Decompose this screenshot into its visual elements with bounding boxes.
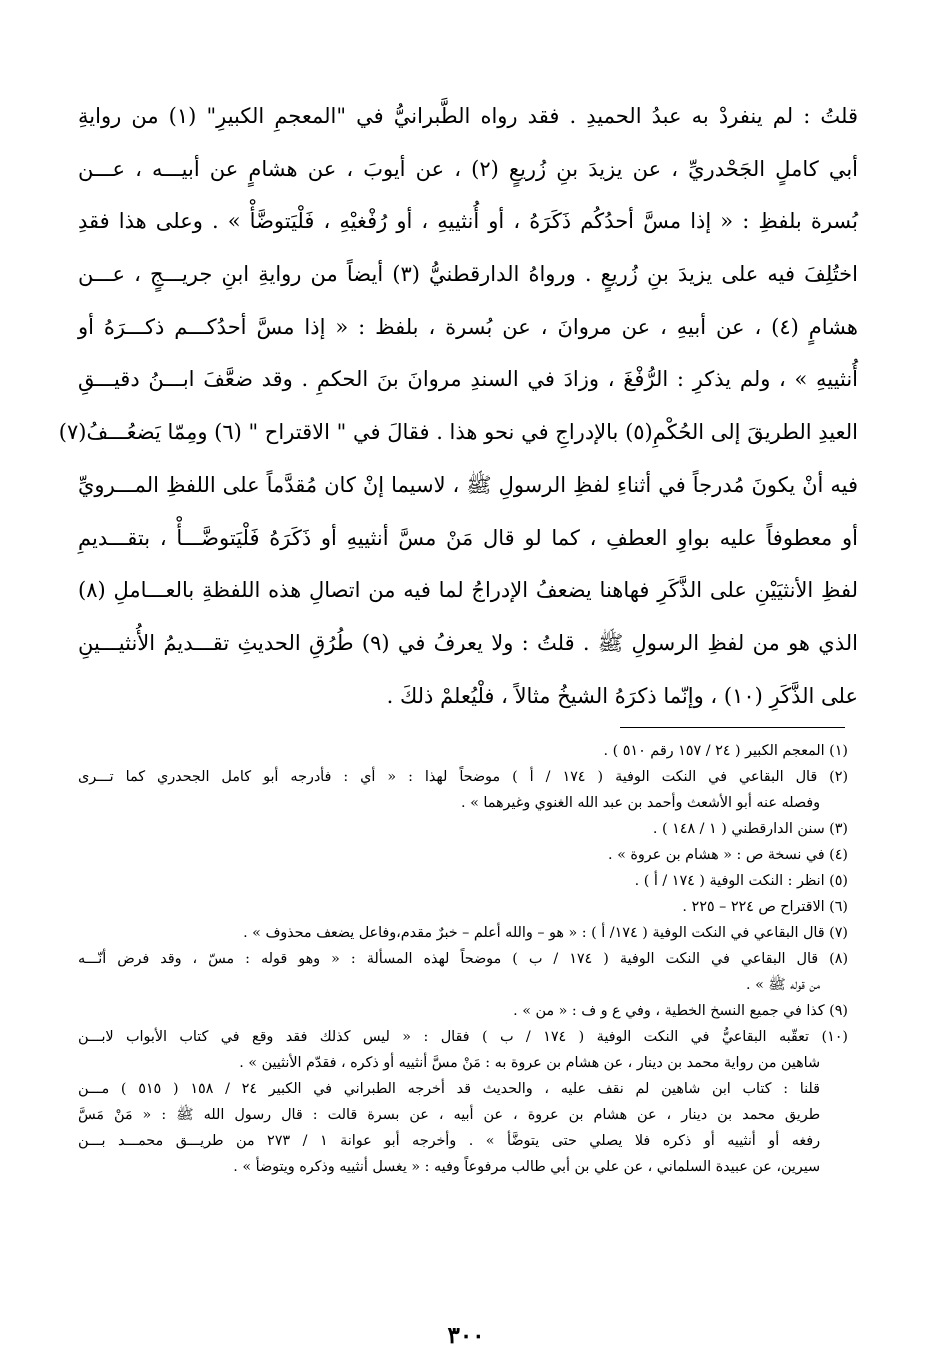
main-text-line: العيدِ الطريقَ إلى الحُكْمِ(٥) بالإدراجِ في نحو هذا . فقالَ في " الاقتراح " (٦) ومِمّا يَضعُـــفُ(٧) [58,420,858,445]
footnote-line: وفصله عنه أبو الأشعث وأحمد بن عبد الله الغنوي وغيرهما » . [461,795,820,811]
footnote-line: (٤) في نسخة ص : « هشام بن عروة » . [608,847,848,863]
footnote-line: (١) المعجم الكبير ( ٢٤ / ١٥٧ رقم ٥١٠ ) . [603,743,848,759]
footnotes [78,738,848,1180]
footnote-line: رفغه أو أنثييه أو ذكره فلا يصلي حتى يتوضَّأ » . وأخرجه أبو عوانة ١ / ٢٧٣ من طريـــق محمـــد بـــن [78,1133,820,1149]
footnote-line: (٥) انظر : النكت الوفية ( ١٧٤ / أ ) . [634,873,848,889]
footnote-line: شاهين من رواية محمد بن دينار ، عن هشام بن عروة به : مَنْ مسَّ أنثييه أو ذكره ، فقدّم الأنثيين » . [239,1055,820,1071]
main-text-line: لفظِ الأنثيَيْنِ على الذَّكَرِ فهاهنا يضعفُ الإدراجُ لما فيه من اتصالِ هذه اللفظةِ بالعـــاملِ (٨) [78,578,858,603]
footnote-line: (٧) قال البقاعي في النكت الوفية ( ١٧٤/ أ ) : « هو – والله أعلم – خبرٌ مقدم،وفاعل يضعف محذوف » . [243,925,848,941]
footnote-line: من قوله ﷺ » . [746,977,820,993]
main-text-line: الذي هو من لفظِ الرسولِ ﷺ . قلتُ : ولا يعرفُ في (٩) طُرُقِ الحديثِ تقـــديمُ الأُنثيـــينِ [78,630,858,655]
footnote-line: طريق محمد بن دينار ، عن هشام بن عروة ، عن أبيه ، عن بسرة قالت : قال رسول الله ﷺ : « مَنْ مَسَّ [78,1107,820,1123]
main-text-line: هشامٍ (٤) ، عن أبيهِ ، عن مروانَ ، عن بُسرة ، بلفظ : « إذا مسَّ أحدُكـــم ذكـــرَهُ أو [78,314,858,339]
main-text-line: أو معطوفاً عليه بواوِ العطفِ ، كما لو قال مَنْ مسَّ أنثييهِ أو ذَكَرَهُ فَلْيَتوضَّـــأْ ، بتقـــديمِ [78,525,858,550]
main-text-line: أُنثييهِ » ، ولم يذكرِ : الرُّفْغَ ، وزادَ في السندِ مروانَ بنَ الحكمِ . وقد ضعَّفَ ابـــنُ دقيـــقِ [78,367,858,392]
footnote-line: (٣) سنن الدارقطني ( ١ / ١٤٨ ) . [652,821,848,837]
footnote-separator [620,727,845,728]
footnote-line: (١٠) تعقّبه البقاعيُّ في النكت الوفية ( ١٧٤ / ب ) فقال : « ليس كذلك فقد وقع في كتاب الأبواب لابـــن [78,1029,848,1045]
main-text-line: بُسرة بلفظِ : « إذا مسَّ أحدُكُم ذَكَرَهُ ، أو أُنثييهِ ، أو رُفْغيْهِ ، فَلْيَتوضَّأْ » . وعلى هذا فقدِ [78,209,858,234]
main-text-line: قلتُ : لم ينفردْ به عبدُ الحميدِ . فقد رواه الطَّبرانيُّ في "المعجمِ الكبيرِ" (١) من روايةِ [78,104,858,128]
footnote-line: سيرين، عن عبيدة السلماني ، عن علي بن أبي طالب مرفوعاً وفيه : « يغسل أنثييه وذكره ويتوضأ » . [233,1159,820,1175]
footnote-line: قلنا : كتاب ابن شاهين لم نقف عليه ، والحديث قد أخرجه الطبراني في الكبير ٢٤ / ١٥٨ ( ٥١٥ ) مـــن [78,1081,821,1097]
footnote-line: (٦) الاقتراح ص ٢٢٤ – ٢٢٥ . [682,899,848,915]
footnote-line: (٢) قال البقاعي في النكت الوفية ( ١٧٤ / أ ) موضحاً لهذا : « أي : فأدرجه أبو كامل الجحدري كما تـــرى [78,769,849,785]
main-text-line: اختُلِفَ فيه على يزيدَ بنِ زُريعٍ . ورواهُ الدارقطنيُّ (٣) أيضاً من روايةِ ابنِ جريـــجٍ ، عـــن [78,262,858,287]
main-text [58,90,859,722]
main-text-line: على الذَّكَرِ (١٠) ، وإنّما ذكرَهُ الشيخُ مثالاً ، فلْيُعلمْ ذلكَ . [386,683,858,708]
main-text-line: فيه أنْ يكونَ مُدرجاً في أثناءِ لفظِ الرسولِ ﷺ ، لاسيما إنْ كان مُقدَّماً على اللفظِ المـــرويِّ [78,472,858,497]
main-text-line: أبي كاملٍ الجَحْدريِّ ، عن يزيدَ بنِ زُريعٍ (٢) ، عن أيوبَ ، عن هشامٍ عن أبيـــه ، عـــن [78,156,859,181]
footnote-line: (٨) قال البقاعي في النكت الوفية ( ١٧٤ / ب ) موضحاً لهذه المسألة : « وهو قوله : مسّ ، وقد فرض أنّـــه [78,951,849,967]
page-number: ٣٠٠ [447,1322,485,1349]
footnote-line: (٩) كذا في جميع النسخ الخطية ، وفي ع و ف : « من » . [513,1003,848,1019]
